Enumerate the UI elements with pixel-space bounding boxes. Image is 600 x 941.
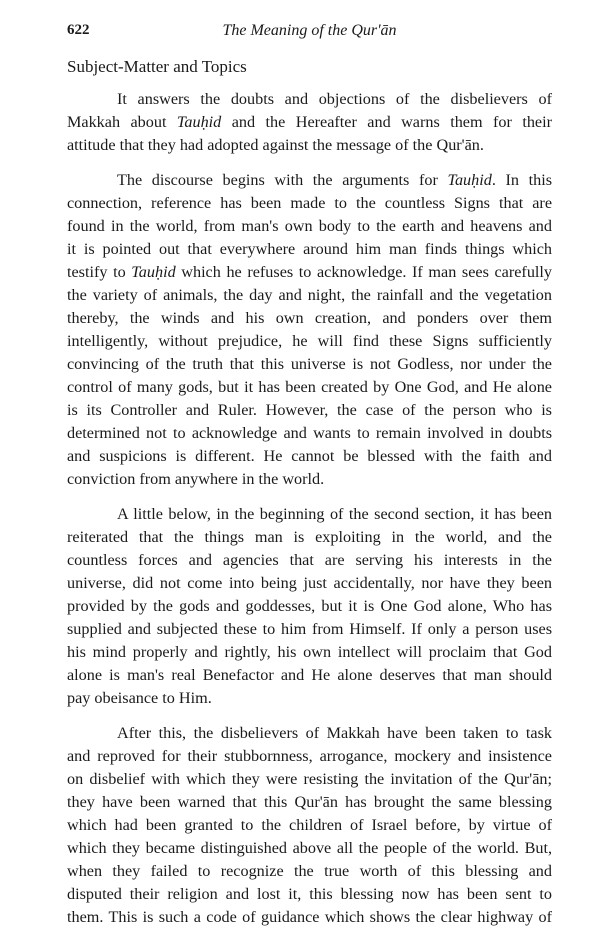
text-line: testify to Tauḥid which he refuses to acknowledge. If man sees carefully [67, 263, 552, 281]
text-line: It answers the doubts and objections of the disbelievers of [117, 90, 552, 108]
section-heading: Subject-Matter and Topics [67, 57, 247, 76]
text-line: control of many gods, but it has been created by One God, and He alone [67, 378, 552, 396]
text-line: Makkah about Tauḥid and the Hereafter and warns them for their [67, 113, 552, 131]
italic-term: Tauḥid [131, 263, 176, 281]
text-line: A little below, in the beginning of the second section, it has been [117, 505, 552, 523]
text-line: disputed their religion and lost it, this blessing now has been sent to [67, 885, 552, 903]
page-header [67, 22, 552, 46]
text-line: convincing of the truth that this universe is not Godless, nor under the [67, 355, 552, 373]
text-line: intelligently, without prejudice, he will find these Signs sufficiently [67, 332, 552, 350]
paragraph-4 [67, 722, 552, 929]
text-line: which they became distinguished above all the people of the world. But, [67, 839, 552, 857]
body-text [67, 88, 552, 941]
text-line: and reproved for their stubbornness, arrogance, mockery and insistence [67, 747, 552, 765]
text-line: determined not to acknowledge and wants to remain involved in doubts [67, 424, 552, 442]
running-title: The Meaning of the Qur'ān [222, 22, 397, 39]
text-line: alone is man's real Benefactor and He alone deserves that man should [67, 666, 552, 684]
text-line: the variety of animals, the day and night, the rainfall and the vegetation [67, 286, 552, 304]
text-line: attitude that they had adopted against the message of the Qur'ān. [67, 136, 484, 154]
text-line: thereby, the winds and his own creation, and ponders over them [67, 309, 552, 327]
text-line: After this, the disbelievers of Makkah have been taken to task [117, 724, 552, 742]
text-line: found in the world, from man's own body to the earth and heavens and [67, 217, 552, 235]
text-line: countless forces and agencies that are serving his interests in the [67, 551, 552, 569]
text-line: when they failed to recognize the true worth of this blessing and [67, 862, 552, 880]
paragraph-1 [67, 88, 552, 157]
text-line: it is pointed out that everywhere around him man finds things which [67, 240, 552, 258]
text-line: The discourse begins with the arguments for Tauḥid. In this [117, 171, 552, 189]
text-line: on disbelief with which they were resisting the invitation of the Qur'ān; [67, 770, 552, 788]
italic-term: Tauḥid [447, 171, 492, 189]
text-line: supplied and subjected these to him from Himself. If only a person uses [67, 620, 552, 638]
text-line: which had been granted to the children of Israel before, by virtue of [67, 816, 552, 834]
paragraph-3 [67, 503, 552, 710]
text-line: his mind properly and rightly, his own intellect will proclaim that God [67, 643, 552, 661]
text-line: they have been warned that this Qur'ān has brought the same blessing [67, 793, 552, 811]
text-line: provided by the gods and goddesses, but it is One God alone, Who has [67, 597, 552, 615]
text-line: is its Controller and Ruler. However, the case of the person who is [67, 401, 552, 419]
text-line: and suspicions is different. He cannot be blessed with the faith and [67, 447, 552, 465]
text-line: universe, did not come into being just accidentally, nor have they been [67, 574, 552, 592]
text-line: them. This is such a code of guidance which shows the clear highway of [67, 908, 552, 926]
page-number: 622 [67, 22, 90, 38]
text-line: conviction from anywhere in the world. [67, 470, 325, 488]
text-line: reiterated that the things man is exploiting in the world, and the [67, 528, 552, 546]
italic-term: Tauḥid [176, 113, 222, 131]
text-line: pay obeisance to Him. [67, 689, 212, 707]
paragraph-2 [67, 169, 552, 491]
text-line: connection, reference has been made to the countless Signs that are [67, 194, 552, 212]
